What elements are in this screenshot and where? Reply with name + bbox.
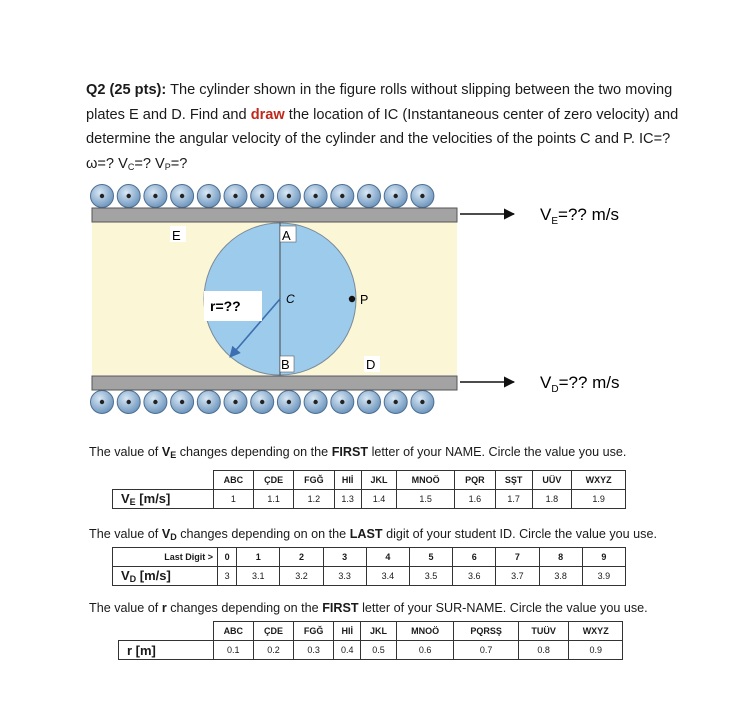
vd-value-cell-2: 3.2: [280, 567, 323, 586]
roller-axle: [127, 194, 131, 198]
question-number: Q2 (25 pts):: [86, 82, 167, 98]
plate-e: [92, 208, 457, 222]
label-p: P: [360, 293, 369, 307]
roller-axle: [287, 400, 291, 404]
ve-header-cell-5: MNOÖ: [397, 471, 455, 490]
bottom-roller-row: [91, 391, 434, 414]
r-table: [118, 621, 623, 660]
roller-axle: [313, 400, 317, 404]
roller-axle: [153, 194, 157, 198]
r-header-cell-2: FGĞ: [293, 622, 334, 641]
vd-header-label: Last Digit >: [113, 548, 218, 567]
ve-value-cell-6: 1.6: [454, 490, 495, 509]
vd-value-cell-5: 3.5: [409, 567, 452, 586]
r-value-cell-6: 0.7: [454, 641, 518, 660]
vd-header-cell-4: 4: [366, 548, 409, 567]
ve-header-cell-4: JKL: [361, 471, 397, 490]
r-value-cell-8: 0.9: [569, 641, 623, 660]
vd-value-cell-7: 3.7: [496, 567, 539, 586]
ve-value-cell-3: 1.3: [334, 490, 361, 509]
r-value-cell-2: 0.3: [293, 641, 334, 660]
vd-header-cell-9: 9: [582, 548, 625, 567]
ve-header-cell-3: HIİ: [334, 471, 361, 490]
r-value-cell-5: 0.6: [396, 641, 453, 660]
roller-axle: [100, 194, 104, 198]
r-value-cell-3: 0.4: [334, 641, 361, 660]
label-b: B: [281, 357, 290, 372]
vd-row-label: $V_D$ [m/s]: [113, 567, 218, 586]
vd-header-cell-7: 7: [496, 548, 539, 567]
vd-value-cell-6: 3.6: [453, 567, 496, 586]
ve-value-cell-8: 1.8: [532, 490, 572, 509]
roller-axle: [367, 400, 371, 404]
question-body-3: =? V: [134, 155, 165, 172]
ve-header-cell-8: UÜV: [532, 471, 572, 490]
caption-vd: The value of $V_D$ changes depending on on the LAST digit of your student ID. Circle the value you use.: [89, 527, 657, 542]
roller-axle: [233, 194, 237, 198]
label-a: A: [282, 228, 291, 243]
roller-axle: [180, 400, 184, 404]
roller-axle: [367, 194, 371, 198]
ve-header-cell-6: PQR: [454, 471, 495, 490]
caption-ve: The value of $V_E$ changes depending on the FIRST letter of your NAME. Circle the value you use.: [89, 445, 627, 460]
ve-header-cell-2: FGĞ: [294, 471, 335, 490]
label-d: D: [366, 357, 376, 372]
vd-header-cell-6: 6: [453, 548, 496, 567]
question-text: [86, 78, 686, 179]
r-value-cell-1: 0.2: [254, 641, 294, 660]
r-header-cell-6: PQRSŞ: [454, 622, 518, 641]
vd-header-cell-5: 5: [409, 548, 452, 567]
roller-axle: [207, 194, 211, 198]
r-header-cell-4: JKL: [361, 622, 397, 641]
r-value-cell-0: 0.1: [213, 641, 254, 660]
ve-value-cell-0: 1: [213, 490, 254, 509]
r-row-label: r [m]: [119, 641, 214, 660]
question-body-2: the location of IC (Instantaneous center of zero velocity) and determine the angular velocity of the cylinder and the velocities of the points C and P. IC=? ω=? V: [86, 106, 679, 172]
vd-header-cell-8: 8: [539, 548, 582, 567]
caption-r: The value of r changes depending on the FIRST letter of your SUR-NAME. Circle the value you use.: [89, 601, 648, 615]
roller-axle: [207, 400, 211, 404]
ve-header-cell-9: WXYZ: [572, 471, 626, 490]
r-table-corner: [119, 622, 214, 641]
vd-label: $V_D=$?? m/s: [540, 373, 620, 395]
ve-table-corner: [113, 471, 214, 490]
roller-axle: [100, 400, 104, 404]
ve-value-cell-9: 1.9: [572, 490, 626, 509]
label-e: E: [172, 228, 181, 243]
roller-axle: [394, 400, 398, 404]
vd-header-cell-3: 3: [323, 548, 366, 567]
vd-value-cell-3: 3.3: [323, 567, 366, 586]
roller-axle: [233, 400, 237, 404]
r-value-cell-7: 0.8: [518, 641, 569, 660]
question-body-1: The cylinder shown in the figure rolls without slipping between the two moving plates E and D. Find and: [86, 82, 673, 123]
ve-header-cell-0: ABC: [213, 471, 254, 490]
cylinder-figure: [0, 170, 735, 430]
roller-axle: [180, 194, 184, 198]
vd-value-cell-8: 3.8: [539, 567, 582, 586]
ve-value-cell-5: 1.5: [397, 490, 455, 509]
roller-axle: [340, 194, 344, 198]
vd-header-cell-2: 2: [280, 548, 323, 567]
vd-value-cell-4: 3.4: [366, 567, 409, 586]
vd-value-cell-0: 3: [218, 567, 237, 586]
r-header-cell-1: ÇDE: [254, 622, 294, 641]
roller-axle: [153, 400, 157, 404]
roller-axle: [313, 194, 317, 198]
plate-d: [92, 376, 457, 390]
r-header-cell-7: TUÜV: [518, 622, 569, 641]
draw-keyword: draw: [250, 106, 285, 123]
roller-axle: [394, 194, 398, 198]
ve-value-cell-4: 1.4: [361, 490, 397, 509]
roller-axle: [127, 400, 131, 404]
subscript-c: C: [127, 161, 135, 172]
question-body-4: =?: [170, 155, 188, 172]
r-header-cell-5: MNOÖ: [396, 622, 453, 641]
r-value-cell-4: 0.5: [361, 641, 397, 660]
ve-value-cell-7: 1.7: [495, 490, 532, 509]
roller-axle: [260, 400, 264, 404]
r-header-cell-0: ABC: [213, 622, 254, 641]
ve-label: $V_E=$?? m/s: [540, 205, 619, 227]
roller-axle: [420, 400, 424, 404]
vd-value-cell-1: 3.1: [237, 567, 280, 586]
point-p-dot: [349, 296, 355, 302]
top-roller-row: [91, 185, 434, 208]
radius-label: r=??: [210, 298, 241, 314]
ve-header-cell-1: ÇDE: [254, 471, 294, 490]
roller-axle: [260, 194, 264, 198]
vd-value-cell-9: 3.9: [582, 567, 625, 586]
ve-row-label: $V_E$ [m/s]: [113, 490, 214, 509]
roller-axle: [420, 194, 424, 198]
r-header-cell-3: HIİ: [334, 622, 361, 641]
roller-axle: [340, 400, 344, 404]
ve-header-cell-7: SŞT: [495, 471, 532, 490]
subscript-p: P: [164, 161, 171, 172]
vd-header-cell-0: 0: [218, 548, 237, 567]
vd-table: [112, 547, 626, 586]
ve-value-cell-1: 1.1: [254, 490, 294, 509]
label-c: C: [286, 292, 295, 306]
roller-axle: [287, 194, 291, 198]
ve-value-cell-2: 1.2: [294, 490, 335, 509]
vd-header-cell-1: 1: [237, 548, 280, 567]
ve-table: [112, 470, 626, 509]
r-header-cell-8: WXYZ: [569, 622, 623, 641]
